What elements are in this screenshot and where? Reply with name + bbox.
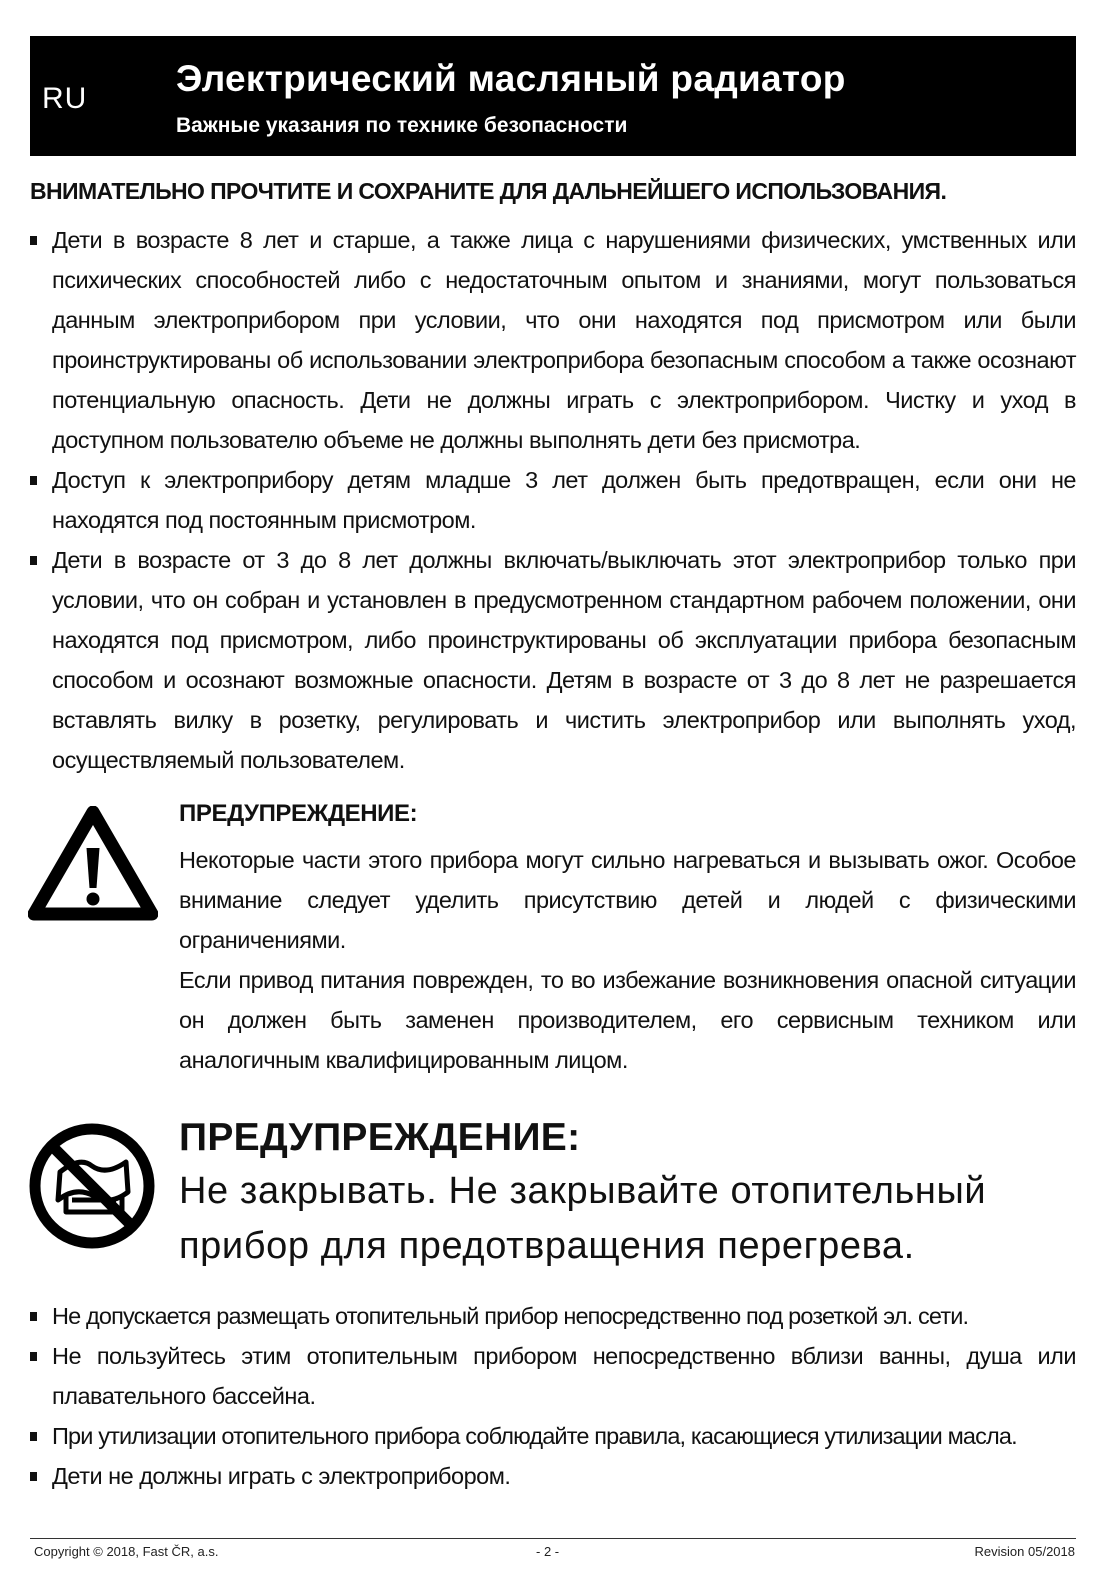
footer-divider: [30, 1538, 1076, 1539]
warning-triangle-icon: [28, 806, 158, 922]
warning-paragraph: Если привод питания поврежден, то во избежание возникновения опасной ситуации он должен быть заменен производителем, его сервисным техником или аналогичным квалифицированным лицом.: [179, 967, 1076, 1073]
list-item: Не допускается размещать отопительный прибор непосредственно под розеткой эл. сети.: [30, 1296, 1076, 1336]
language-code: RU: [42, 82, 88, 115]
footer-copyright: Copyright © 2018, Fast ČR, a.s.: [34, 1544, 219, 1559]
page-number: - 2 -: [536, 1544, 560, 1559]
intro-heading: ВНИМАТЕЛЬНО ПРОЧТИТЕ И СОХРАНИТЕ ДЛЯ ДАЛЬНЕЙШЕГО ИСПОЛЬЗОВАНИЯ.: [30, 178, 947, 204]
list-item: Дети в возрасте 8 лет и старше, а также лица с нарушениями физических, умственных или психических способностей либо с недостаточным опытом и знаниями, могут пользоваться данным электроприбором при условии, что они находятся под присмотром или были проинструктированы об использовании электроприбора безопасным способом а также осознают потенциальную опасность. Дети не должны играть с электроприбором. Чистку и уход в доступном пользователю объеме не должны выполнять дети без присмотра.: [30, 220, 1076, 460]
warning-heading-large: ПРЕДУПРЕЖДЕНИЕ:: [179, 1116, 581, 1159]
warning-text-large: Не закрывать. Не закрывайте отопительный прибор для предотвращения перегрева.: [179, 1170, 987, 1267]
revision-label: Revision 05/2018: [974, 1544, 1075, 1559]
list-item: При утилизации отопительного прибора соблюдайте правила, касающиеся утилизации масла.: [30, 1416, 1076, 1456]
do-not-cover-icon: [28, 1122, 156, 1250]
document-title: Электрический масляный радиатор: [176, 58, 846, 99]
warning-heading: ПРЕДУПРЕЖДЕНИЕ:: [179, 800, 418, 827]
list-item: Дети в возрасте от 3 до 8 лет должны включать/выключать этот электроприбор только при условии, что он собран и установлен в предусмотренном стандартном рабочем положении, они находятся под присмотром, либо проинструктированы об эксплуатации прибора безопасным способом и осознают возможные опасности. Детям в возрасте от 3 до 8 лет не разрешается вставлять вилку в розетку, регулировать и чистить электроприбор или выполнять уход, осуществляемый пользователем.: [30, 540, 1076, 780]
list-item: Не пользуйтесь этим отопительным прибором непосредственно вблизи ванны, душа или плавательного бассейна.: [30, 1336, 1076, 1416]
safety-list-top: [30, 220, 1076, 780]
list-item: Доступ к электроприбору детям младше 3 лет должен быть предотвращен, если они не находятся под постоянным присмотром.: [30, 460, 1076, 540]
list-item: Дети не должны играть с электроприбором.: [30, 1456, 1076, 1496]
warning-paragraph: Некоторые части этого прибора могут сильно нагреваться и вызывать ожог. Особое внимание следует уделить присутствию детей и людей с физическими ограничениями.: [179, 847, 1076, 953]
document-header: [30, 36, 1076, 156]
safety-list-bottom: [30, 1296, 1076, 1496]
document-subtitle: Важные указания по технике безопасности: [176, 114, 628, 137]
